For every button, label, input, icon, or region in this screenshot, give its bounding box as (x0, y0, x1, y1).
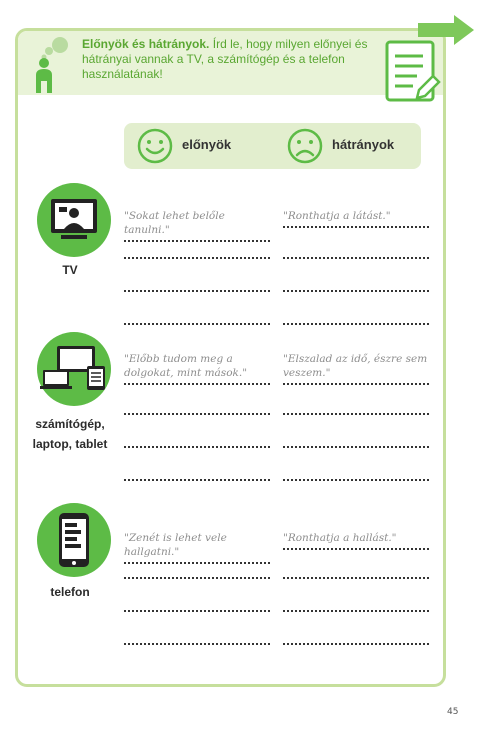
instruction-title: Előnyök és hátrányok. (82, 37, 210, 51)
tv-advantage-line-3[interactable] (124, 290, 270, 292)
frowny-icon (286, 127, 324, 165)
tv-disadvantage-line-3[interactable] (283, 290, 429, 292)
advantages-header: előnyök (182, 137, 232, 152)
phone-icon (37, 503, 111, 577)
tv-circle (37, 183, 111, 257)
phone-disadvantage-line-4[interactable] (283, 643, 429, 645)
computer-disadvantage-example: "Elszalad az idő, észre sem veszem." (283, 352, 429, 385)
computer-advantage-example: "Előbb tudom meg a dolgokat, mint mások." (124, 352, 270, 385)
computer-advantage-line-4[interactable] (124, 479, 270, 481)
tv-icon (37, 183, 111, 257)
tv-advantage-line-2[interactable] (124, 257, 270, 259)
computer-circle (37, 332, 111, 406)
phone-advantage-line-4[interactable] (124, 643, 270, 645)
phone-disadvantage-line-2[interactable] (283, 577, 429, 579)
instruction-band (18, 31, 443, 95)
row-label-tv: TV (62, 263, 78, 277)
computer-disadvantage-line-3[interactable] (283, 446, 429, 448)
phone-advantage-line-2[interactable] (124, 577, 270, 579)
next-arrow-icon[interactable] (418, 14, 476, 46)
phone-circle (37, 503, 111, 577)
computer-disadvantage-line-2[interactable] (283, 413, 429, 415)
tv-disadvantage-example: "Ronthatja a látást." (283, 209, 429, 228)
phone-advantage-example: "Zenét is lehet vele hallgatni." (124, 531, 270, 564)
instruction-body: Írd le, hogy milyen előnyei és hátrányai vannak a TV, a számítógép és a telefon használatának! (82, 37, 368, 81)
instruction-text (82, 37, 382, 82)
row-label-phone: telefon (50, 585, 90, 599)
disadvantages-header: hátrányok (332, 137, 395, 152)
smiley-icon (136, 127, 174, 165)
phone-advantage-line-3[interactable] (124, 610, 270, 612)
phone-disadvantage-line-3[interactable] (283, 610, 429, 612)
document-pencil-icon (383, 38, 445, 110)
column-header (124, 123, 421, 169)
tv-disadvantage-line-2[interactable] (283, 257, 429, 259)
row-label-computer: számítógép, laptop, tablet (32, 417, 108, 451)
computer-disadvantage-line-4[interactable] (283, 479, 429, 481)
phone-disadvantage-example: "Ronthatja a hallást." (283, 531, 429, 550)
page-number: 45 (447, 707, 459, 717)
tv-advantage-example: "Sokat lehet belőle tanulni." (124, 209, 270, 242)
computer-devices-icon (37, 332, 111, 406)
thinking-person-icon (26, 35, 82, 95)
computer-advantage-line-2[interactable] (124, 413, 270, 415)
tv-disadvantage-line-4[interactable] (283, 323, 429, 325)
tv-advantage-line-4[interactable] (124, 323, 270, 325)
computer-advantage-line-3[interactable] (124, 446, 270, 448)
